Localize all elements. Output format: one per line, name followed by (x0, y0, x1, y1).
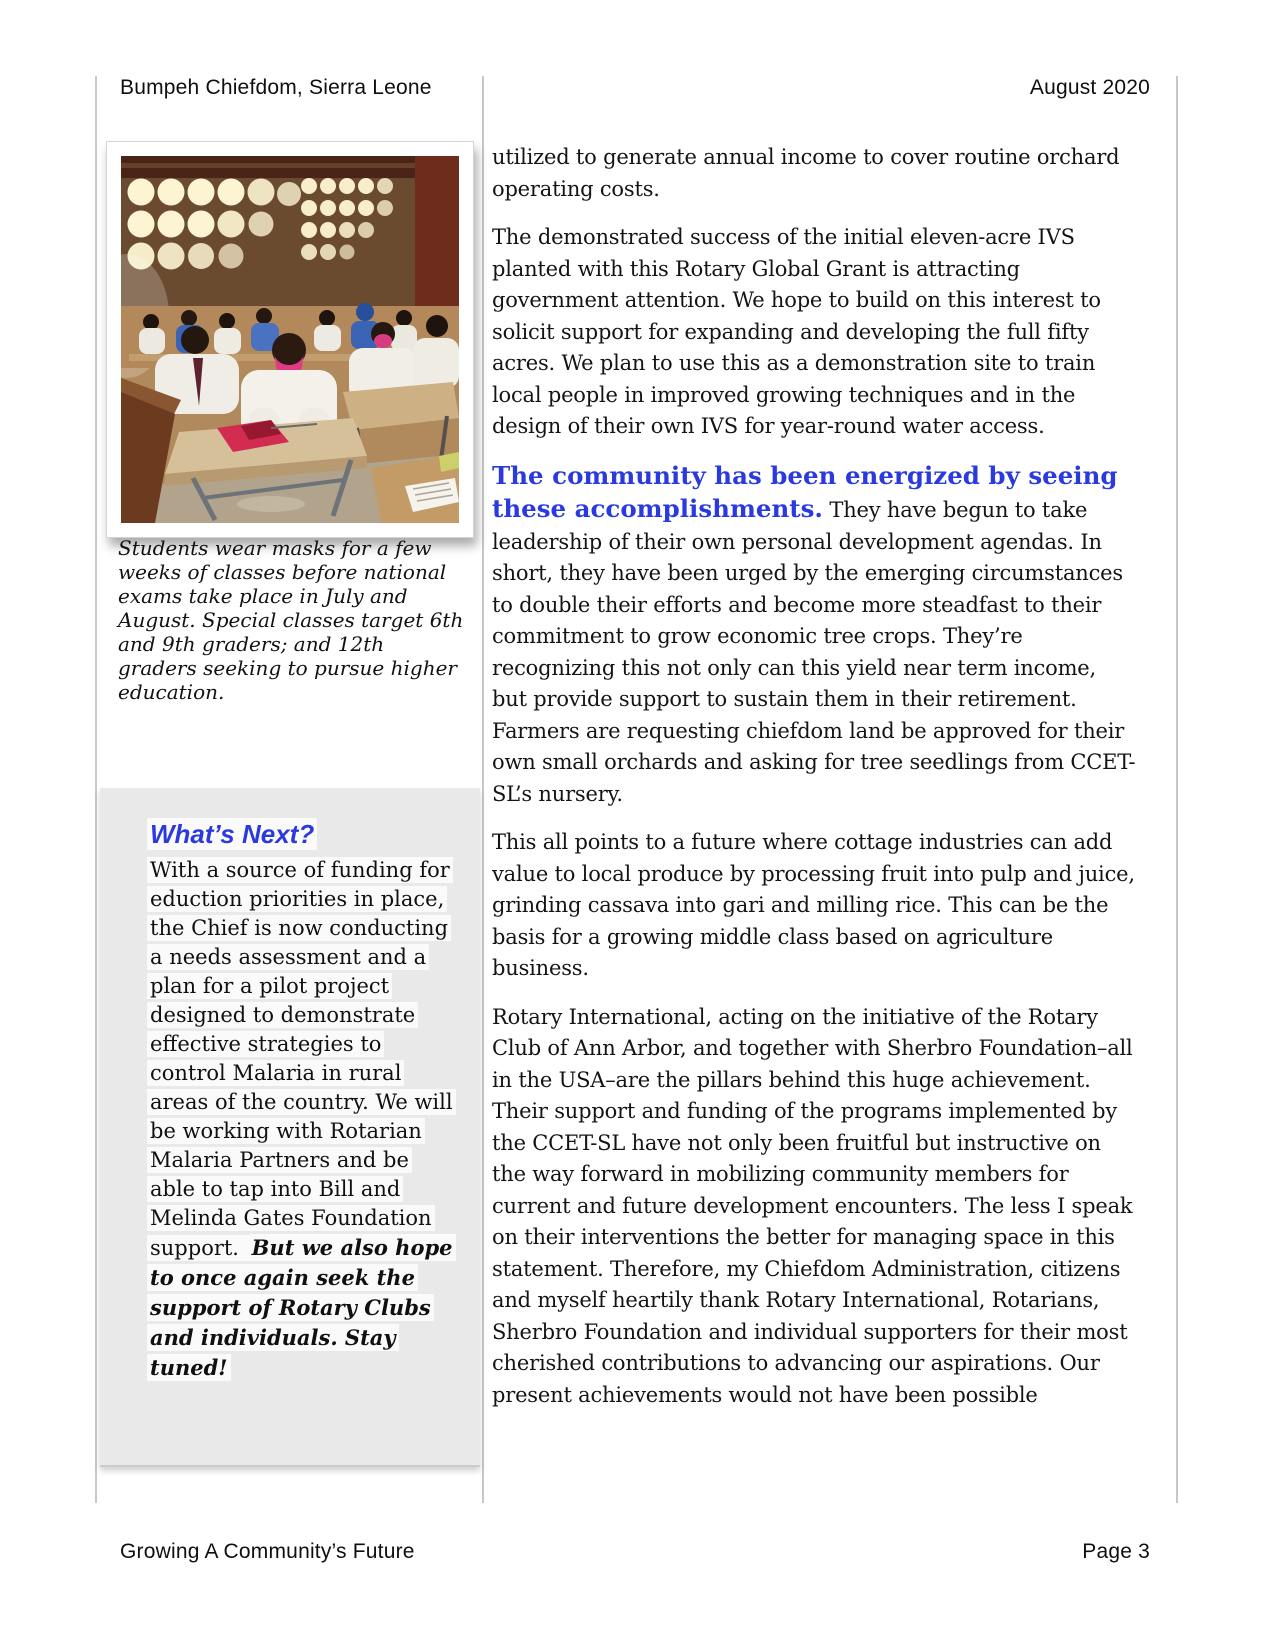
whats-next-sidebar (100, 788, 480, 1467)
photo-caption: Students wear masks for a few weeks of classes before national exams take place in July and August. Special classes target 6th and 9th graders; and 12th graders seeking to pursue higher education. (118, 536, 464, 704)
body-paragraph-3 (492, 460, 1137, 811)
sidebar-emphasis-text: But we also hope to once again seek the support of Rotary Clubs and individuals. Stay tuned! (147, 1234, 456, 1381)
body-paragraph-4: This all points to a future where cottage industries can add value to local produce by processing fruit into pulp and juice, grinding cassava into gari and milling rice. This can be the basis for a growing middle class based on agriculture business. (492, 830, 1135, 980)
classroom-photo-illustration (121, 156, 459, 523)
footer-page-number: Page 3 (1082, 1540, 1150, 1563)
body-paragraph-5: Rotary International, acting on the initiative of the Rotary Club of Ann Arbor, and together with Sherbro Foundation–all in the USA–are the pillars behind this huge achievement. Their support and funding of the programs implemented by the CCET-SL have not only been fruitful but instructive on the way forward in mobilizing community members for current and future development encounters. The less I speak on their interventions the better for managing space in this statement. Therefore, my Chiefdom Administration, citizens and myself heartily thank Rotary International, Rotarians, Sherbro Foundation and individual supporters for their most cherished contributions to advancing our aspirations. Our present achievements would not have been possible (492, 1004, 1133, 1407)
header-title: Bumpeh Chiefdom, Sierra Leone (120, 76, 432, 99)
sidebar-paragraph (147, 856, 454, 1383)
page-guide-line-right (1176, 76, 1178, 1503)
footer-title: Growing A Community’s Future (120, 1540, 415, 1563)
header-date: August 2020 (1029, 76, 1150, 99)
classroom-photo (106, 141, 474, 538)
sidebar-title-text: What’s Next? (147, 818, 317, 850)
blue-lead-in: The community has been energized by seeing these accomplishments. (492, 460, 1118, 523)
body-paragraph-3-rest: They have begun to take leadership of their own personal development agendas. In short, they have been urged by the emerging circumstances to double their efforts and become more steadfast to their commitment to grow economic tree crops. They’re recognizing this not only can this yield near term income, but provide support to sustain them in their retirement. Farmers are requesting chiefdom land be approved for their own small orchards and asking for tree seedlings from CCET-SL’s nursery. (492, 498, 1136, 806)
body-paragraph-1: utilized to generate annual income to cover routine orchard operating costs. (492, 145, 1120, 201)
body-paragraph-2: The demonstrated success of the initial eleven-acre IVS planted with this Rotary Global Grant is attracting government attention. We hope to build on this interest to solicit support for expanding and developing the full fifty acres. We plan to use this as a demonstration site to train local people in improved growing techniques and in the design of their own IVS for year-round water access. (492, 225, 1101, 438)
column-divider-line (482, 76, 484, 1503)
main-column (492, 142, 1137, 1428)
page-guide-line-left (95, 76, 97, 1503)
sidebar-title (147, 819, 454, 849)
sidebar-body-text: With a source of funding for eduction priorities in place, the Chief is now conducting a needs assessment and a plan for a pilot project designed to demonstrate effective strategies to control Malaria in rural areas of the country. We will be working with Rotarian Malaria Partners and be able to tap into Bill and Melinda Gates Foundation support. (147, 857, 456, 1261)
